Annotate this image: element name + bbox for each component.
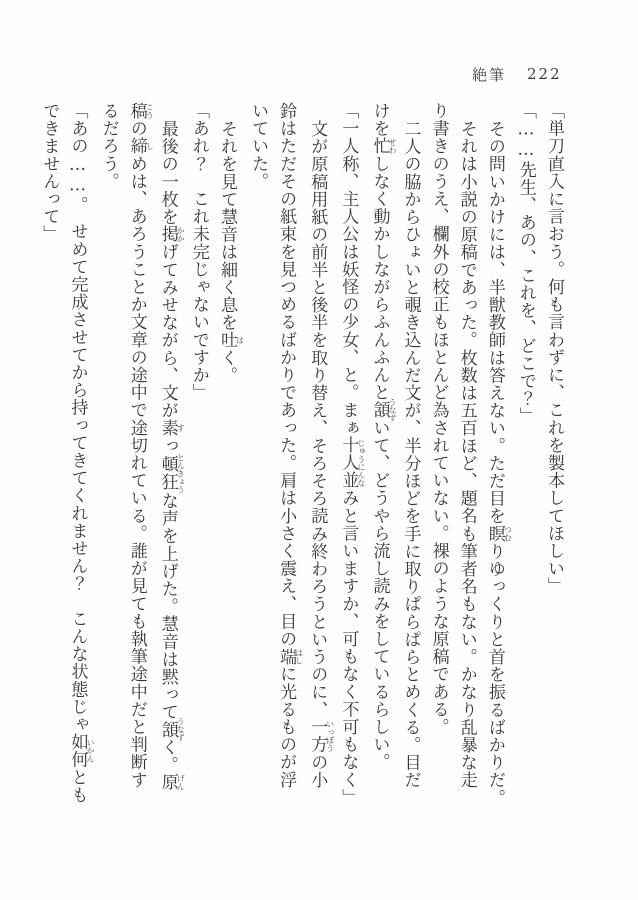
furigana-word: 一方いっぽう [307,718,335,754]
furigana-word: 瞑つむ [484,524,513,543]
text-line: 「一人称、主人公は妖怪の少女、と。まぁ十人並じゅうにんなみと言いますか、可もなく不可もなく」 [338,102,366,807]
furigana-word: 締し [126,137,155,155]
furigana-word: 吐は [216,330,245,349]
furigana-word: 素す [157,418,186,437]
text-line: 「あの……。 せめて完成させてから持ってきてくれません？ こんな状態じゃ如何いかんとも [67,102,95,804]
text-line: いていた。 [248,102,269,190]
text-line: 稿こうの締しめは、あろうことか文章の途中で途切れている。誰が見ても執筆途中だと判断す [126,102,155,789]
furigana-word: 頷うなず [369,398,397,423]
page-number: 222 [527,65,562,83]
furigana-word: 稿こう [126,102,155,120]
text-line: できませんって」 [39,102,60,243]
text-line: その問いかけには、半獣教師は答えない。ただ目を瞑つむりゆっくりと首を振るばかりだ。 [484,119,513,807]
text-line: 鈴はただその紙束を見つめるばかりであった。肩は小さく震え、目の端はしに光るものが浮 [276,102,304,789]
text-line: 「あれ？ これ未完じゃないですか」 [188,102,209,402]
text-line: 「単刀直入に言おう。何も言わずに、これを製本してほしい」 [544,102,564,595]
text-line: 最後の一枚を掲かかげてみせながら、文が素すっ頓狂とんきょうな声を上げた。慧音は黙って頷うなずく。原げん [157,119,186,791]
furigana-word: 十人並じゅうにんな [338,436,366,490]
text-line: 「……先生、あの、これを、どこで？」 [515,102,536,425]
text-line: るだろう。 [98,102,119,190]
furigana-word: 原げん [157,773,186,791]
text-line: 文が原稿用紙の前半と後半を取り替え、そろそろ読み終わろうというのに、一方いっぽうの小 [307,119,335,789]
text-line: り書きのうえ、欄外の校正もほとんど為されていない。裸のような原稿である。 [428,102,449,736]
text-line: それは小説の原稿であった。枚数は五百ほど、題名も筆者名もない。かなり乱暴な走 [456,119,477,789]
text-line: それを見て慧音は細く息を吐はく。 [216,119,245,384]
furigana-word: 頓狂とんきょう [157,452,186,493]
page-header [0,64,638,86]
furigana-word: 忙せわ [369,137,397,155]
furigana-word: 掲かか [157,225,186,243]
running-head-title: 絶筆 [472,66,507,84]
vertical-text-block [39,102,568,816]
text-line: けを忙せわしなく動かしながらふんふんと頷うなずいて、どうやら流し読みをしているらしい。 [369,102,397,771]
furigana-word: 端はし [276,647,304,666]
furigana-word: 頷うなず [157,717,186,742]
text-line: 二人の脇からひょいと覗き込んだ文が、半分ほどを手に取りぱらぱらとめくる。目だ [400,119,421,789]
furigana-word: 如何いかん [67,733,95,769]
